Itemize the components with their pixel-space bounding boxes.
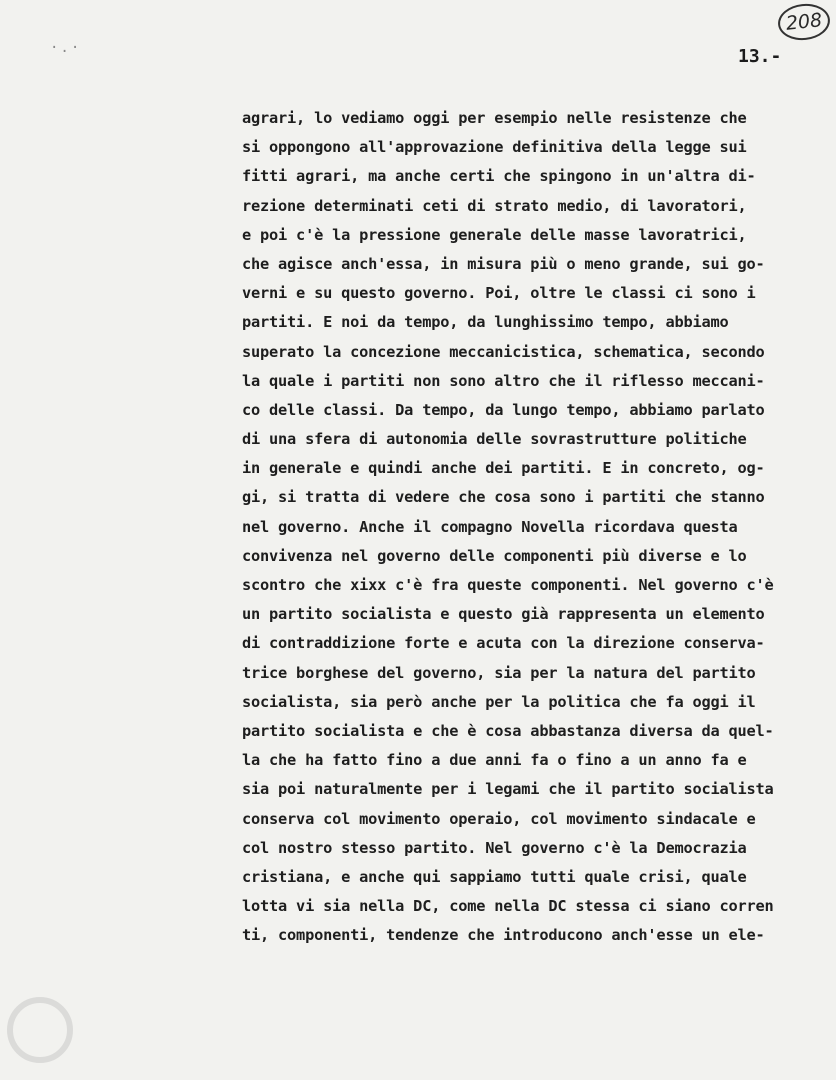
text-line: un partito socialista e questo già rappresenta un elemento xyxy=(242,605,765,624)
text-line: sia poi naturalmente per i legami che il partito socialista xyxy=(242,780,774,799)
text-line: lotta vi sia nella DC, come nella DC stessa ci siano corren xyxy=(242,897,774,916)
text-line: si oppongono all'approvazione definitiva della legge sui xyxy=(242,138,747,157)
text-line: conserva col movimento operaio, col movimento sindacale e xyxy=(242,809,756,828)
text-line: convivenza nel governo delle componenti più diverse e lo xyxy=(242,546,747,565)
text-line: gi, si tratta di vedere che cosa sono i partiti che stanno xyxy=(242,488,765,507)
text-line: ti, componenti, tendenze che introducono anch'esse un ele- xyxy=(242,926,765,945)
paper-specks: ·.· xyxy=(50,40,82,56)
text-line: che agisce anch'essa, in misura più o meno grande, sui go- xyxy=(242,254,765,273)
text-line: la quale i partiti non sono altro che il riflesso meccani- xyxy=(242,371,765,390)
archive-watermark-icon xyxy=(0,990,80,1070)
text-line: in generale e quindi anche dei partiti. E in concreto, og- xyxy=(242,459,765,478)
typed-paragraph xyxy=(242,104,822,950)
text-line: di una sfera di autonomia delle sovrastrutture politiche xyxy=(242,430,747,449)
page-number: 13.- xyxy=(738,46,782,67)
text-line: la che ha fatto fino a due anni fa o fino a un anno fa e xyxy=(242,751,747,770)
text-line: e poi c'è la pressione generale delle masse lavoratrici, xyxy=(242,225,747,244)
archive-number-stamp: 208 xyxy=(776,1,831,42)
text-line: rezione determinati ceti di strato medio, di lavoratori, xyxy=(242,196,747,215)
text-line: trice borghese del governo, sia per la natura del partito xyxy=(242,663,756,682)
text-line: di contraddizione forte e acuta con la direzione conserva- xyxy=(242,634,765,653)
text-line: scontro che xixx c'è fra queste componenti. Nel governo c'è xyxy=(242,576,774,594)
text-line: partito socialista e che è cosa abbastanza diversa da quel- xyxy=(242,721,774,740)
text-line: socialista, sia però anche per la politica che fa oggi il xyxy=(242,692,756,711)
text-line: verni e su questo governo. Poi, oltre le classi ci sono i xyxy=(242,284,756,303)
text-line: partiti. E noi da tempo, da lunghissimo tempo, abbiamo xyxy=(242,313,729,332)
text-line: fitti agrari, ma anche certi che spingono in un'altra di- xyxy=(242,167,756,186)
text-line: cristiana, e anche qui sappiamo tutti quale crisi, quale xyxy=(242,867,747,886)
text-line: superato la concezione meccanicistica, schematica, secondo xyxy=(242,342,765,361)
text-line: nel governo. Anche il compagno Novella ricordava questa xyxy=(242,517,738,536)
text-line: co delle classi. Da tempo, da lungo tempo, abbiamo parlato xyxy=(242,400,765,419)
text-line: col nostro stesso partito. Nel governo c'è la Democrazia xyxy=(242,838,747,857)
text-line: agrari, lo vediamo oggi per esempio nelle resistenze che xyxy=(242,109,747,127)
